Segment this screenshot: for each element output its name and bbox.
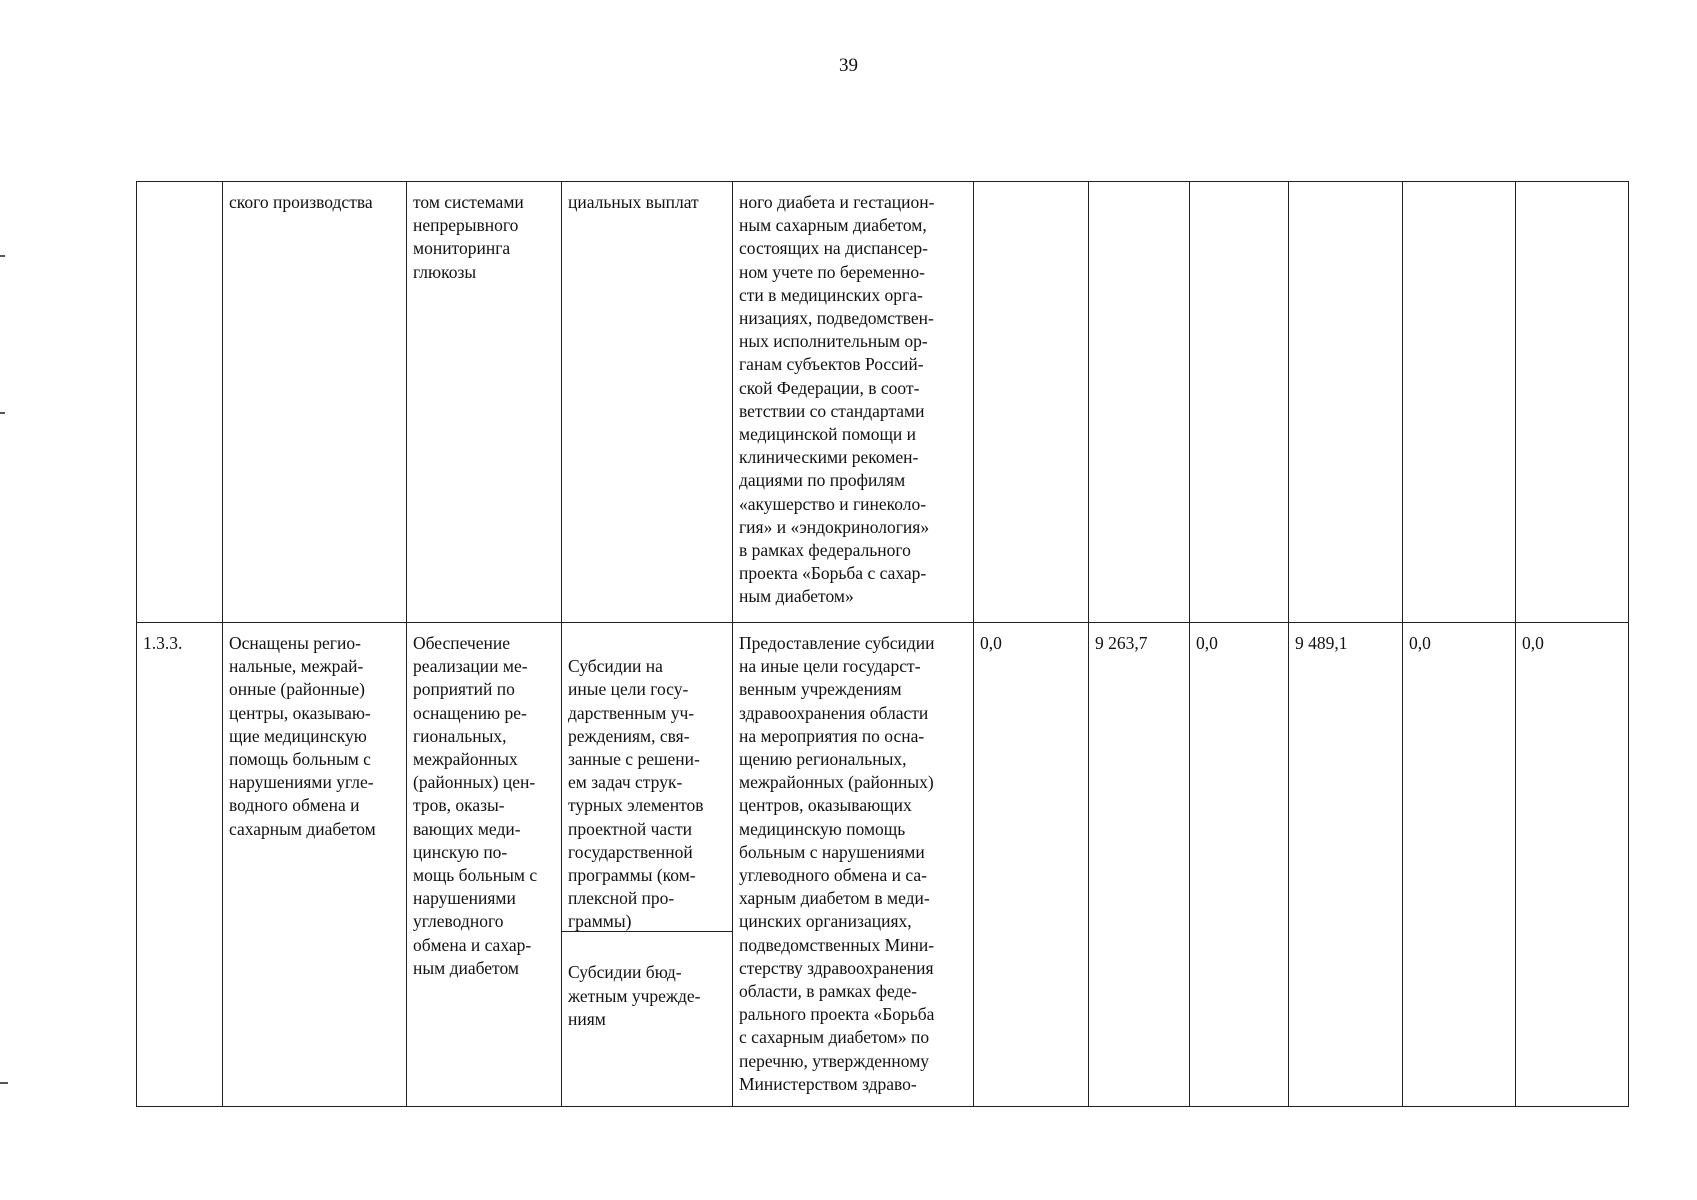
cell-value: 0,0 bbox=[1190, 623, 1289, 1107]
cell-value: 0,0 bbox=[1516, 623, 1629, 1107]
cell-value bbox=[1516, 182, 1629, 623]
scan-margin-mark bbox=[0, 1082, 8, 1084]
cell-value bbox=[1190, 182, 1289, 623]
cell-value bbox=[1289, 182, 1403, 623]
cell-result: ского производства bbox=[223, 182, 407, 623]
cell-type-bottom: Субсидии бюд- жетным учрежде- ниям bbox=[568, 962, 701, 1029]
cell-event: том системами непрерывного мониторинга глюкозы bbox=[407, 182, 562, 623]
scan-margin-mark bbox=[0, 412, 5, 414]
cell-type: циальных выплат bbox=[562, 182, 733, 623]
cell-number: 1.3.3. bbox=[137, 623, 223, 1107]
page-number: 39 bbox=[839, 55, 858, 76]
cell-value: 0,0 bbox=[1403, 623, 1516, 1107]
cell-value bbox=[1089, 182, 1190, 623]
program-measures-table bbox=[136, 181, 1629, 1107]
cell-result: Оснащены регио- нальные, межрай- онные (районные) центры, оказываю- щие медицинскую помощь больным с нарушениями угле- водного обмена и сахарным диабетом bbox=[223, 623, 407, 1107]
table-row bbox=[137, 623, 1629, 1107]
cell-description: ного диабета и гестацион- ным сахарным диабетом, состоящих на диспансер- ном учете по беременно- сти в медицинских орга- низациях, подведомствен- ных исполнительным ор- ганам субъектов Россий- ской Федерации, в соот- ветствии со стандартами медицинской помощи и клиническими рекомен- дациями по профилям «акушерство и гинеколо- гия» и «эндокринология» в рамках федерального проекта «Борьба с сахар- ным диабетом» bbox=[733, 182, 974, 623]
cell-value bbox=[974, 182, 1089, 623]
cell-description: Предоставление субсидии на иные цели государст- венным учреждениям здравоохранения области на мероприятия по осна- щению региональных, межрайонных (районных) центров, оказывающих медицинскую помощь больным с нарушениями углеводного обмена и са- харным диабетом в меди- цинских организациях, подведомственных Мини- стерству здравоохранения области, в рамках феде- рального проекта «Борьба с сахарным диабетом» по перечню, утвержденному Министерством здраво- bbox=[733, 623, 974, 1107]
cell-type-top: Субсидии на иные цели госу- дарственным уч- реждениям, свя- занные с решени- ем задач струк- турных элементов проектной части государственной программы (ком- плексной про- граммы) bbox=[562, 646, 732, 932]
cell-event: Обеспечение реализации ме- роприятий по оснащению ре- гиональных, межрайонных (районных) цен- тров, оказы- вающих меди- цинскую по- мощь больным с нарушениями углеводного обмена и сахар- ным диабетом bbox=[407, 623, 562, 1107]
cell-value: 9 489,1 bbox=[1289, 623, 1403, 1107]
cell-value: 9 263,7 bbox=[1089, 623, 1190, 1107]
cell-value bbox=[1403, 182, 1516, 623]
scan-margin-mark bbox=[0, 255, 5, 257]
cell-type-split bbox=[562, 623, 733, 1107]
cell-number bbox=[137, 182, 223, 623]
table-row bbox=[137, 182, 1629, 623]
cell-value: 0,0 bbox=[974, 623, 1089, 1107]
